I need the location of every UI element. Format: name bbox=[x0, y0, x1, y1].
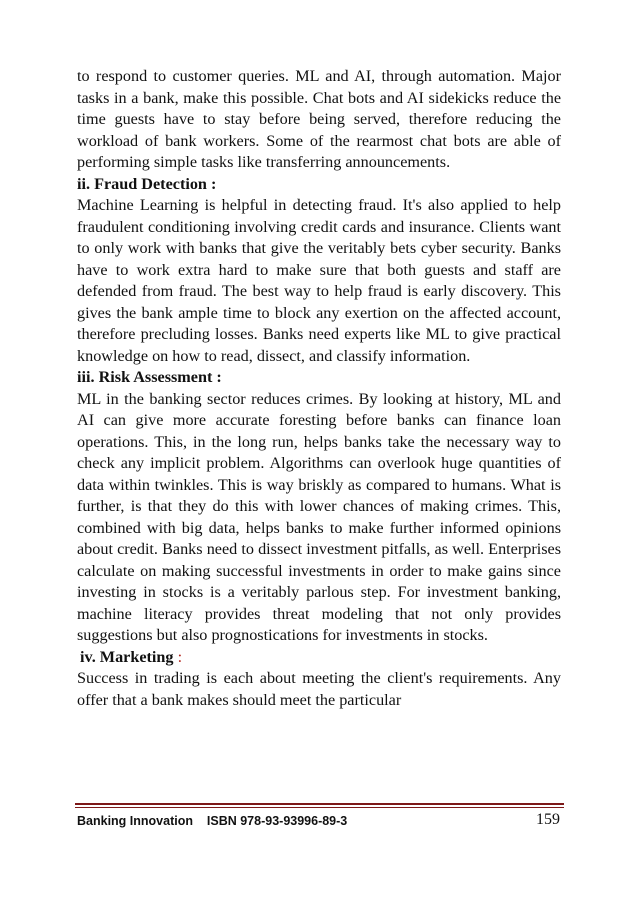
heading-risk-assessment: iii. Risk Assessment : bbox=[77, 368, 222, 386]
paragraph-marketing: Success in trading is each about meeting the client's requirements. Any offer that a bank makes should meet the particular bbox=[77, 669, 561, 709]
heading-fraud-detection: ii. Fraud Detection : bbox=[77, 174, 217, 193]
footer-page-number: 159 bbox=[536, 811, 560, 828]
footer-rule-thick bbox=[75, 803, 564, 805]
footer-book-title: Banking Innovation bbox=[77, 814, 193, 828]
footer-rule-thin bbox=[75, 807, 564, 808]
intro-paragraph: to respond to customer queries. ML and AI, through automation. Major tasks in a bank, make this possible. Chat bots and AI sidekicks reduce the time guests have to stay before being served, therefore reducing the workload of bank workers. Some of the rearmost chat bots are able of performing simple tasks like transferring announcements. bbox=[77, 67, 561, 171]
paragraph-fraud-detection: Machine Learning is helpful in detecting fraud. It's also applied to help fraudulent conditioning involving credit cards and insurance. Clients want to only work with banks that give the veritably bets cyber security. Banks have to work extra hard to make sure that both guests and staff are defended from fraud. The best way to help fraud is early discovery. This gives the bank ample time to block any exertion on the affected account, therefore precluding losses. Banks need experts like ML to give practical knowledge on how to read, dissect, and classify information. bbox=[77, 196, 561, 365]
heading-marketing-text: iv. Marketing bbox=[80, 647, 174, 666]
footer-isbn: ISBN 978-93-93996-89-3 bbox=[206, 814, 348, 828]
paragraph-risk-assessment: ML in the banking sector reduces crimes. By looking at history, ML and AI can give more accurate foresting before banks can finance loan operations. This, in the long run, helps banks take the necessary way to check any implicit problem. Algorithms can overlook huge quantities of data within twinkles. This is way briskly as compared to humans. What is further, is that they do this with lower chances of making crimes. This, combined with big data, helps banks to make further informed opinions about credit. Banks need to dissect investment pitfalls, as well. Enterprises calculate on making successful investments in order to make gains since investing in stocks is a veritably parlous step. For investment banking, machine literacy provides threat modeling that not only provides suggestions but also prognostications for investments in stocks. bbox=[77, 389, 561, 644]
heading-marketing-colon: : bbox=[173, 647, 183, 666]
page-body bbox=[77, 66, 561, 711]
heading-marketing bbox=[77, 647, 561, 669]
footer-book-info bbox=[77, 814, 347, 828]
